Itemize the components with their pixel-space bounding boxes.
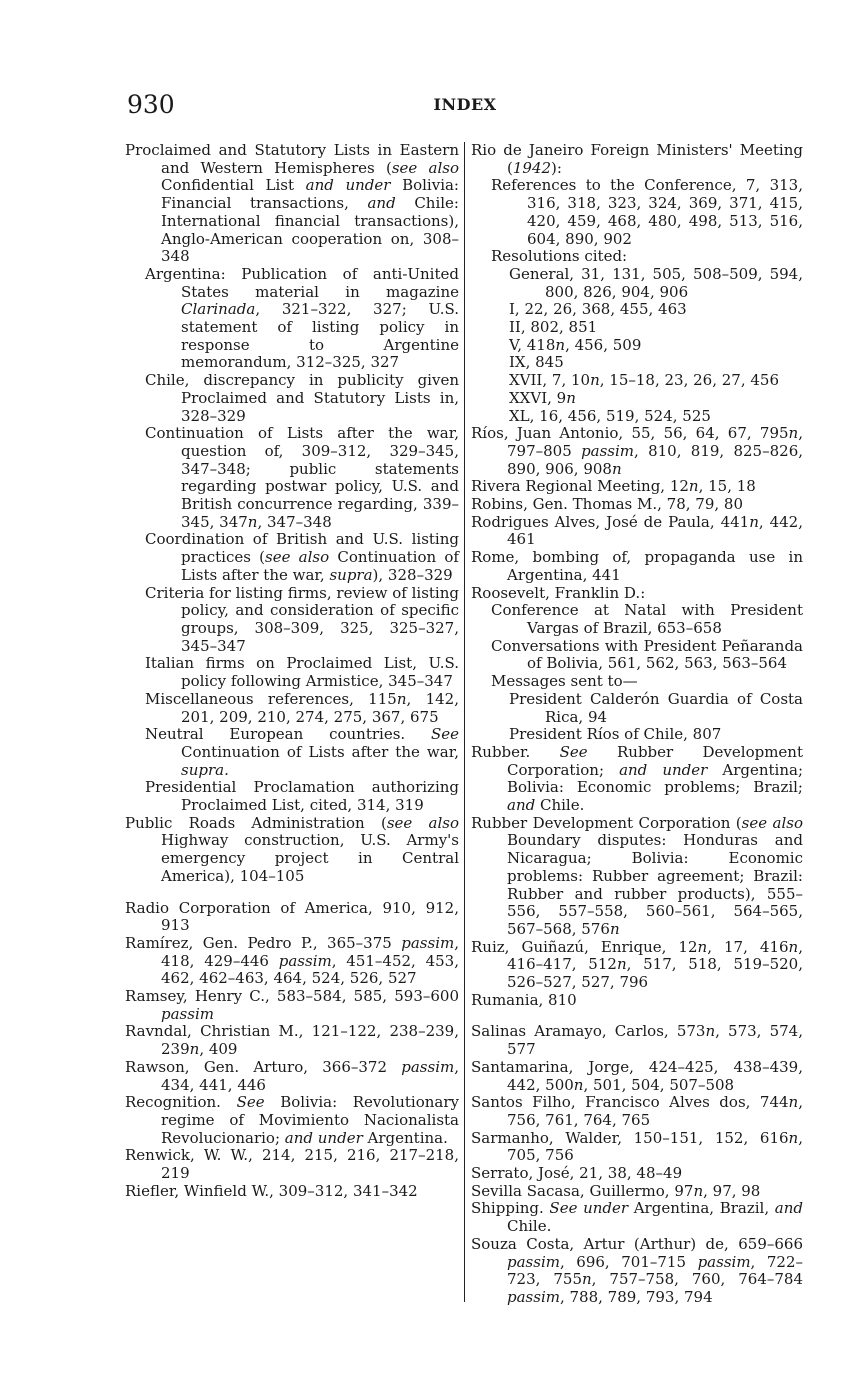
entry-text: Italian firms on Proclaimed List, U.S. policy following Armistice, 345–347: [145, 654, 459, 691]
entry-text: Continuation of Lists after the war,: [181, 548, 459, 584]
index-subentry: [125, 266, 459, 372]
entry-text-italic: n: [396, 689, 407, 708]
entry-text: Chile.: [507, 1217, 552, 1236]
entry-text-italic: see also: [265, 548, 330, 567]
entry-text: , 705, 756: [507, 1128, 803, 1165]
index-subentry: [471, 408, 803, 426]
entry-text: Recognition.: [125, 1093, 237, 1112]
entry-text: Rubber Development Corporation;: [507, 742, 803, 779]
entry-text: , 573, 574, 577: [507, 1022, 803, 1059]
index-entry: [125, 1094, 459, 1147]
index-entry: [471, 1183, 803, 1201]
entry-text: Radio Corporation of America, 910, 912, 913: [125, 898, 459, 935]
column-divider: [464, 142, 465, 1302]
entry-text: , 810, 819, 825–826, 890, 906, 908: [507, 441, 803, 478]
entry-text: , 142, 201, 209, 210, 274, 275, 367, 675: [181, 689, 459, 726]
entry-text: Rome, bombing of, propaganda use in Argentina, 441: [471, 548, 803, 584]
entry-text-italic: see also: [386, 813, 459, 832]
entry-text-italic: and under: [305, 176, 391, 195]
entry-text: , 15, 18: [698, 477, 756, 496]
index-entry: [125, 1147, 459, 1182]
index-subentry: [125, 655, 459, 690]
entry-text: Sarmanho, Walder, 150–151, 152, 616: [471, 1128, 789, 1147]
index-subentry: [125, 691, 459, 726]
entry-text: President Calderón Guardia of Costa Rica, 94: [509, 689, 803, 726]
entry-text: President Ríos of Chile, 807: [509, 725, 722, 744]
entry-text-italic: and: [774, 1199, 803, 1218]
entry-text-italic: n: [705, 1022, 716, 1041]
entry-text: ):: [551, 158, 562, 177]
entry-text: XXVI, 9: [509, 388, 567, 407]
entry-text-italic: n: [573, 1075, 584, 1094]
entry-text-italic: See: [430, 725, 459, 744]
entry-text: Ruiz, Guiñazú, Enrique, 12: [471, 937, 698, 956]
entry-text: Coordination of British and U.S. listing practices (: [145, 530, 459, 567]
entry-text-italic: and: [507, 796, 536, 815]
entry-text: Salinas Aramayo, Carlos, 573: [471, 1022, 706, 1041]
entry-text-italic: passim: [507, 1288, 560, 1306]
entry-text-italic: and under: [619, 760, 708, 779]
index-subentry: [471, 301, 803, 319]
entry-text: Rumania, 810: [471, 990, 577, 1009]
index-entry: [471, 478, 803, 496]
index-entry: [471, 585, 803, 603]
entry-text-italic: See under: [549, 1199, 629, 1218]
entry-text: Highway construction, U.S. Army's emergency project in Central America), 104–105: [161, 831, 459, 885]
entry-text: References to the Conference, 7, 313, 316, 318, 323, 324, 369, 371, 415, 420, 459, 468, 480, 498, 513, 516, 604, 890, 902: [491, 176, 803, 248]
entry-text: Criteria for listing firms, review of listing policy, and consideration of specific groups, 308–309, 325, 325–327, 345–347: [145, 583, 459, 655]
entry-text-italic: supra.: [181, 760, 229, 779]
entry-text: Chile, discrepancy in publicity given Proclaimed and Statutory Lists in, 328–329: [145, 371, 459, 425]
index-entry: [125, 900, 459, 935]
entry-text: XVII, 7, 10: [509, 371, 591, 390]
index-entry: [471, 1059, 803, 1094]
entry-text-italic: passim: [401, 933, 455, 952]
entry-text: , 451–452, 453, 462, 462–463, 464, 524, 526, 527: [161, 951, 459, 988]
index-subentry: [471, 354, 803, 372]
index-entry: [471, 1094, 803, 1129]
entry-text: Resolutions cited:: [491, 247, 628, 266]
entry-text: Miscellaneous references, 115: [145, 689, 397, 708]
entry-text: Rubber Development Corporation (: [471, 813, 742, 832]
index-subentry: [471, 337, 803, 355]
entry-text: Neutral European countries.: [145, 725, 431, 744]
index-column-right: [471, 142, 803, 1307]
index-entry: [471, 992, 803, 1010]
entry-text: Riefler, Winfield W., 309–312, 341–342: [125, 1181, 418, 1200]
entry-text: Confidential List: [161, 176, 306, 195]
index-entry: [125, 142, 459, 266]
index-subentry: [471, 602, 803, 637]
index-entry: [471, 1023, 803, 1058]
entry-text: , 442, 461: [507, 512, 803, 549]
index-entry: [471, 939, 803, 992]
entry-text: Argentina, Brazil,: [628, 1199, 775, 1218]
index-entry: [471, 744, 803, 815]
entry-text-italic: n: [688, 477, 699, 496]
entry-text: Sevilla Sacasa, Guillermo, 97: [471, 1181, 694, 1200]
index-entry: [471, 1165, 803, 1183]
entry-text: , 347–348: [257, 512, 332, 531]
entry-text: , 97, 98: [703, 1181, 761, 1200]
index-entry: [125, 815, 459, 886]
entry-text-italic: n: [566, 388, 576, 407]
entry-text: Ramírez, Gen. Pedro P., 365–375: [125, 933, 402, 952]
entry-text: Bolivia: Revolutionary regime of Movimiento Nacionalista Revolucionario;: [161, 1093, 459, 1147]
entry-text: , 756, 761, 764, 765: [507, 1093, 803, 1129]
entry-text: Bolivia: Financial transactions,: [161, 176, 459, 213]
entry-text: , 15–18, 23, 26, 27, 456: [599, 371, 779, 390]
entry-text: Rawson, Gen. Arturo, 366–372: [125, 1057, 402, 1076]
entry-text: , 788, 789, 793, 794: [559, 1288, 713, 1306]
entry-text: Proclaimed and Statutory Lists in Eastern and Western Hemispheres (: [125, 141, 459, 177]
entry-text: I, 22, 26, 368, 455, 463: [509, 300, 687, 319]
entry-text-italic: See: [236, 1093, 265, 1112]
index-entry: [125, 1183, 459, 1201]
entry-text-italic: passim: [161, 1004, 214, 1023]
index-entry: [471, 549, 803, 584]
index-subentry: [471, 726, 803, 744]
entry-text: Santos Filho, Francisco Alves dos, 744: [471, 1093, 789, 1112]
index-subentry: [471, 390, 803, 408]
entry-text-italic: n: [788, 937, 799, 956]
entry-text: Rubber.: [471, 742, 560, 761]
entry-text: , 501, 504, 507–508: [583, 1075, 735, 1094]
entry-text: Rodrigues Alves, José de Paula, 441: [471, 512, 750, 531]
entry-text: II, 802, 851: [509, 318, 598, 337]
index-entry: [471, 1200, 803, 1235]
index-subentry: [125, 531, 459, 584]
entry-text-italic: n: [590, 371, 600, 390]
entry-text: Public Roads Administration (: [125, 813, 387, 832]
index-subentry: [471, 691, 803, 726]
entry-text: , 17, 416: [707, 937, 789, 956]
entry-text: Presidential Proclamation authorizing Proclaimed List, cited, 314, 319: [145, 778, 459, 815]
entry-text-italic: passim: [697, 1252, 751, 1271]
entry-text: Rivera Regional Meeting, 12: [471, 477, 689, 496]
index-subentry: [471, 638, 803, 673]
index-column-left: [125, 142, 459, 1200]
entry-text-italic: n: [189, 1040, 200, 1059]
index-entry: [125, 935, 459, 988]
entry-text-italic: see also: [391, 158, 459, 177]
entry-text: XL, 16, 456, 519, 524, 525: [509, 406, 711, 425]
running-head: INDEX: [433, 95, 497, 114]
entry-text: Ríos, Juan Antonio, 55, 56, 64, 67, 795: [471, 424, 789, 443]
entry-text: ), 328–329: [372, 565, 453, 584]
entry-text: , 722–723, 755: [507, 1252, 804, 1289]
entry-text: , 321–322, 327; U.S. statement of listing policy in response to Argentine memorandum, 312–325, 327: [181, 300, 459, 372]
entry-text: Messages sent to—: [491, 672, 638, 691]
entry-text-italic: see also: [741, 813, 803, 832]
entry-text: IX, 845: [509, 353, 564, 372]
entry-text-italic: n: [582, 1270, 592, 1289]
entry-text: Robins, Gen. Thomas M., 78, 79, 80: [471, 495, 743, 514]
entry-text: Argentina; Bolivia: Economic problems; Brazil;: [507, 760, 803, 797]
index-entry: [125, 1023, 459, 1058]
entry-text-italic: n: [616, 955, 627, 974]
entry-text: Chile: International financial transactions), Anglo-American cooperation on, 308–348: [161, 194, 459, 266]
index-entry: [125, 988, 459, 1023]
entry-text: Chile.: [535, 796, 585, 815]
index-entry: [471, 514, 803, 549]
entry-text: Boundary disputes: Honduras and Nicaragua; Bolivia: Economic problems: Rubber agreement; Brazil: Rubber and rubber products), 555–556, 557–558, 560–561, 564–565, 567–568, 576: [507, 831, 803, 938]
entry-text-italic: n: [247, 512, 258, 531]
entry-text: Rio de Janeiro Foreign Ministers' Meeting (: [471, 141, 803, 177]
entry-text: , 517, 518, 519–520, 526–527, 527, 796: [507, 955, 803, 992]
page-number: 930: [127, 90, 175, 119]
entry-text-italic: n: [609, 919, 620, 938]
entry-text: Shipping.: [471, 1199, 550, 1218]
entry-text: Souza Costa, Artur (Arthur) de, 659–666: [471, 1234, 803, 1253]
letter-gap: [471, 1009, 803, 1023]
letter-gap: [125, 886, 459, 900]
entry-text: Ramsey, Henry C., 583–584, 585, 593–600: [125, 987, 459, 1006]
index-subentry: [471, 319, 803, 337]
entry-text: Conversations with President Peñaranda of Bolivia, 561, 562, 563, 563–564: [491, 636, 803, 673]
entry-text-italic: 1942: [512, 158, 552, 177]
entry-text: V, 418: [509, 335, 556, 354]
index-subentry: [125, 779, 459, 814]
entry-text-italic: n: [611, 459, 622, 478]
entry-text: Continuation of Lists after the war,: [181, 742, 459, 761]
index-entry: [471, 496, 803, 514]
entry-text: Roosevelt, Franklin D.:: [471, 583, 646, 602]
index-entry: [471, 815, 803, 939]
index-subentry: [125, 585, 459, 656]
entry-text-italic: n: [693, 1181, 704, 1200]
index-subentry: [471, 673, 803, 691]
index-subentry: [471, 372, 803, 390]
entry-text: , 418, 429–446: [161, 933, 459, 970]
entry-text: Conference at Natal with President Vargas of Brazil, 653–658: [491, 601, 803, 637]
entry-text: , 456, 509: [565, 335, 642, 354]
entry-text-italic: n: [749, 512, 759, 531]
entry-text: , 757–758, 760, 764–784: [591, 1270, 804, 1289]
index-entry: [471, 1130, 803, 1165]
index-subentry: [471, 177, 803, 248]
index-subentry: [471, 248, 803, 266]
entry-text: General, 31, 131, 505, 508–509, 594, 800, 826, 904, 906: [509, 264, 803, 301]
entry-text-italic: and under: [284, 1128, 363, 1147]
entry-text: , 416–417, 512: [507, 937, 803, 974]
index-entry: [471, 1236, 803, 1307]
index-entry: [471, 425, 803, 478]
entry-text-italic: n: [788, 1128, 799, 1147]
index-subentry: [125, 726, 459, 779]
entry-text: , 409: [199, 1040, 238, 1059]
page-header: [127, 90, 803, 124]
index-entry: [125, 1059, 459, 1094]
entry-text-italic: Clarinada: [181, 300, 256, 319]
entry-text-italic: passim: [278, 951, 332, 970]
index-entry: [471, 142, 803, 177]
entry-text-italic: See: [559, 742, 588, 761]
entry-text: , 797–805: [507, 424, 803, 460]
entry-text-italic: passim: [507, 1252, 560, 1271]
entry-text-italic: n: [697, 937, 708, 956]
index-subentry: [125, 372, 459, 425]
entry-text: , 434, 441, 446: [161, 1057, 459, 1094]
index-subentry: [125, 425, 459, 531]
entry-text-italic: n: [788, 424, 799, 443]
entry-text-italic: passim: [581, 441, 635, 460]
entry-text-italic: n: [788, 1093, 799, 1112]
entry-text: Serrato, José, 21, 38, 48–49: [471, 1164, 683, 1183]
entry-text: Ravndal, Christian M., 121–122, 238–239, 239: [125, 1022, 459, 1059]
entry-text: Santamarina, Jorge, 424–425, 438–439, 442, 500: [471, 1057, 803, 1094]
entry-text: Argentina: Publication of anti-United States material in magazine: [145, 264, 459, 301]
entry-text: , 696, 701–715: [559, 1252, 698, 1271]
entry-text-italic: passim: [401, 1057, 455, 1076]
entry-text-italic: supra: [329, 565, 373, 584]
entry-text: Argentina.: [362, 1128, 448, 1147]
entry-text-italic: and: [367, 194, 396, 213]
entry-text: Renwick, W. W., 214, 215, 216, 217–218, 219: [125, 1146, 459, 1183]
index-subentry: [471, 266, 803, 301]
entry-text: Continuation of Lists after the war, question of, 309–312, 329–345, 347–348; public statements regarding postwar policy, U.S. and British concurrence regarding, 339–345, 347: [145, 424, 459, 531]
entry-text-italic: n: [555, 335, 566, 354]
